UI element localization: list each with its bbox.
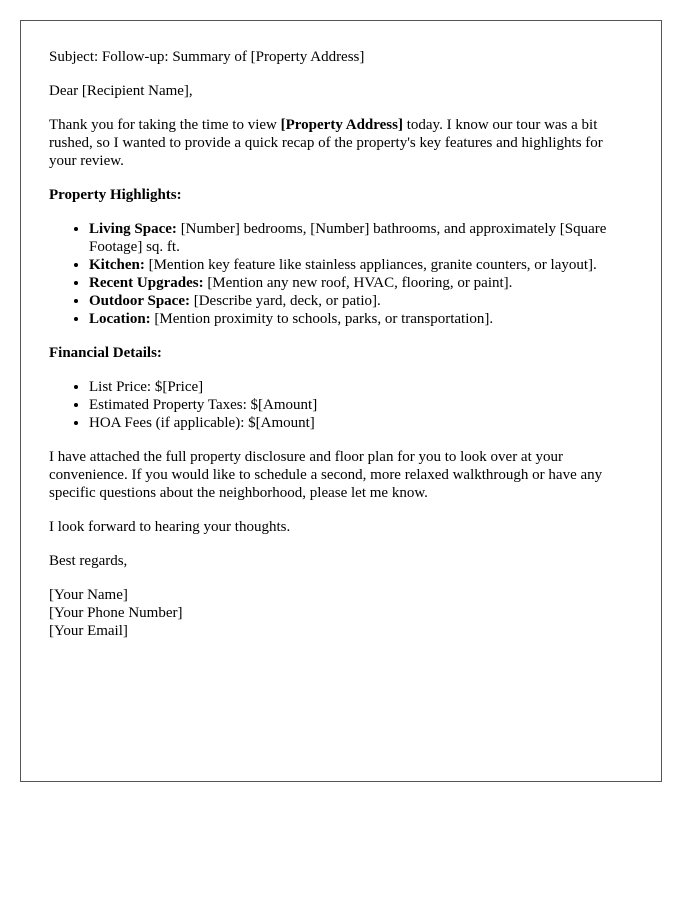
subject-line: Subject: Follow-up: Summary of [Property Address] bbox=[49, 49, 365, 65]
sign-off: Best regards, bbox=[49, 553, 128, 569]
list-item: • HOA Fees (if applicable): $[Amount] bbox=[89, 414, 633, 432]
list-item bbox=[89, 274, 633, 292]
highlight-text: [Mention proximity to schools, parks, or transportation]. bbox=[150, 311, 494, 327]
highlight-text: [Mention key feature like stainless appliances, granite counters, or layout]. bbox=[144, 257, 597, 273]
intro-text-before: Thank you for taking the time to view bbox=[49, 117, 281, 133]
highlight-text: [Number] bedrooms, [Number] bathrooms, and approximately [Square Footage] sq. ft. bbox=[89, 221, 607, 255]
financial-heading-text: Financial Details: bbox=[49, 345, 162, 361]
list-item: • List Price: $[Price] bbox=[89, 378, 633, 396]
highlight-text: [Mention any new roof, HVAC, flooring, or paint]. bbox=[203, 275, 513, 291]
highlights-list bbox=[49, 220, 633, 328]
intro-text-after: today. I know our tour was a bit rushed, so I wanted to provide a quick recap of the property's key features and highlights for your review. bbox=[49, 117, 603, 169]
list-item bbox=[89, 292, 633, 310]
body-paragraph: I have attached the full property disclosure and floor plan for you to look over at your convenience. If you would like to schedule a second, more relaxed walkthrough or have any specific questions about the neighborhood, please let me know. bbox=[49, 449, 603, 501]
list-item bbox=[89, 256, 633, 274]
closing-paragraph: I look forward to hearing your thoughts. bbox=[49, 519, 291, 535]
list-item bbox=[89, 220, 633, 256]
list-item: • Estimated Property Taxes: $[Amount] bbox=[89, 396, 633, 414]
highlight-label: Outdoor Space: bbox=[89, 293, 190, 309]
highlights-heading bbox=[49, 186, 633, 204]
highlight-label: Kitchen: bbox=[89, 257, 145, 273]
salutation: Dear [Recipient Name], bbox=[49, 83, 193, 99]
signature-name: [Your Name] bbox=[49, 587, 128, 603]
intro-paragraph bbox=[49, 116, 633, 170]
signature-phone: [Your Phone Number] bbox=[49, 605, 183, 621]
financial-heading bbox=[49, 344, 633, 362]
signature-email: [Your Email] bbox=[49, 623, 128, 639]
intro-property-address: [Property Address] bbox=[280, 117, 403, 133]
highlight-text: [Describe yard, deck, or patio]. bbox=[189, 293, 381, 309]
signature-block bbox=[49, 586, 633, 640]
highlight-label: Location: bbox=[89, 311, 151, 327]
highlight-label: Living Space: bbox=[89, 221, 177, 237]
highlight-label: Recent Upgrades: bbox=[89, 275, 204, 291]
list-item bbox=[89, 310, 633, 328]
highlights-heading-text: Property Highlights: bbox=[49, 187, 182, 203]
financial-list bbox=[49, 378, 633, 432]
letter-document bbox=[20, 20, 662, 782]
